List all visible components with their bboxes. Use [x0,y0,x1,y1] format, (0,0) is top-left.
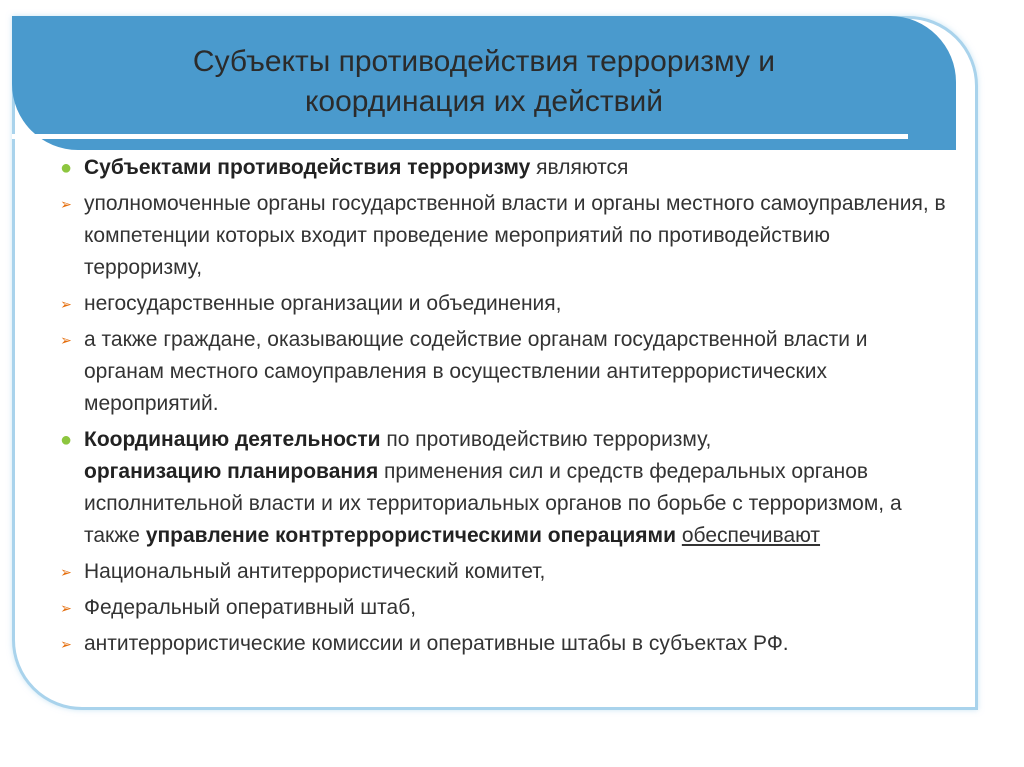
item-text: уполномоченные органы государственной власти и органы местного самоуправления, в компетенции которых входит проведение мероприятий по противодействию терроризму, [84,192,946,279]
list-item-nak [32,556,952,588]
item-text: Федеральный оперативный штаб, [84,596,417,619]
list-item-commissions [32,628,952,660]
arrow-bullet-icon: ➢ [60,196,72,212]
item-text: являются [530,156,629,179]
list-item-coordination [32,424,952,552]
arrow-bullet-icon: ➢ [60,296,72,312]
item-text: антитеррористические комиссии и оперативные штабы в субъектах РФ. [84,632,789,655]
list-item-fos [32,592,952,624]
item-text: по противодействию терроризму, [380,428,712,451]
list-item-subjects [32,152,952,184]
arrow-bullet-icon: ➢ [60,636,72,652]
green-dot-bullet-icon: ● [59,157,73,179]
bold-phrase: Координацию деятельности [84,428,381,451]
bold-phrase: организацию планирования [84,460,379,483]
arrow-bullet-icon: ➢ [60,564,72,580]
item-text: негосударственные организации и объединения, [84,292,562,315]
green-dot-bullet-icon: ● [59,429,73,451]
title-line-1: Субъекты противодействия терроризму и [192,45,776,78]
title-banner [12,16,956,150]
item-text: Национальный антитеррористический комитет, [84,560,546,583]
arrow-bullet-icon: ➢ [60,332,72,348]
list-item-ngo [32,288,952,320]
underlined-phrase: обеспечивают [681,524,821,547]
arrow-bullet-icon: ➢ [60,600,72,616]
list-item-citizens [32,324,952,420]
title-line-2: координация их действий [304,85,664,118]
bold-phrase: управление контртеррористическими операциями [145,524,676,547]
title-underline [12,134,908,139]
slide-title [12,42,956,122]
bold-phrase: Субъектами противодействия терроризму [84,156,531,179]
slide-frame [12,16,976,708]
slide-body [32,152,952,664]
item-text: применения сил и средств федеральных органов исполнительной власти и их территориальных органов по борьбе с терроризмом, а также [84,460,902,547]
list-item-authorities [32,188,952,284]
item-text: а также граждане, оказывающие содействие органам государственной власти и органам местного самоуправления в осуществлении антитеррористических мероприятий. [84,328,868,415]
